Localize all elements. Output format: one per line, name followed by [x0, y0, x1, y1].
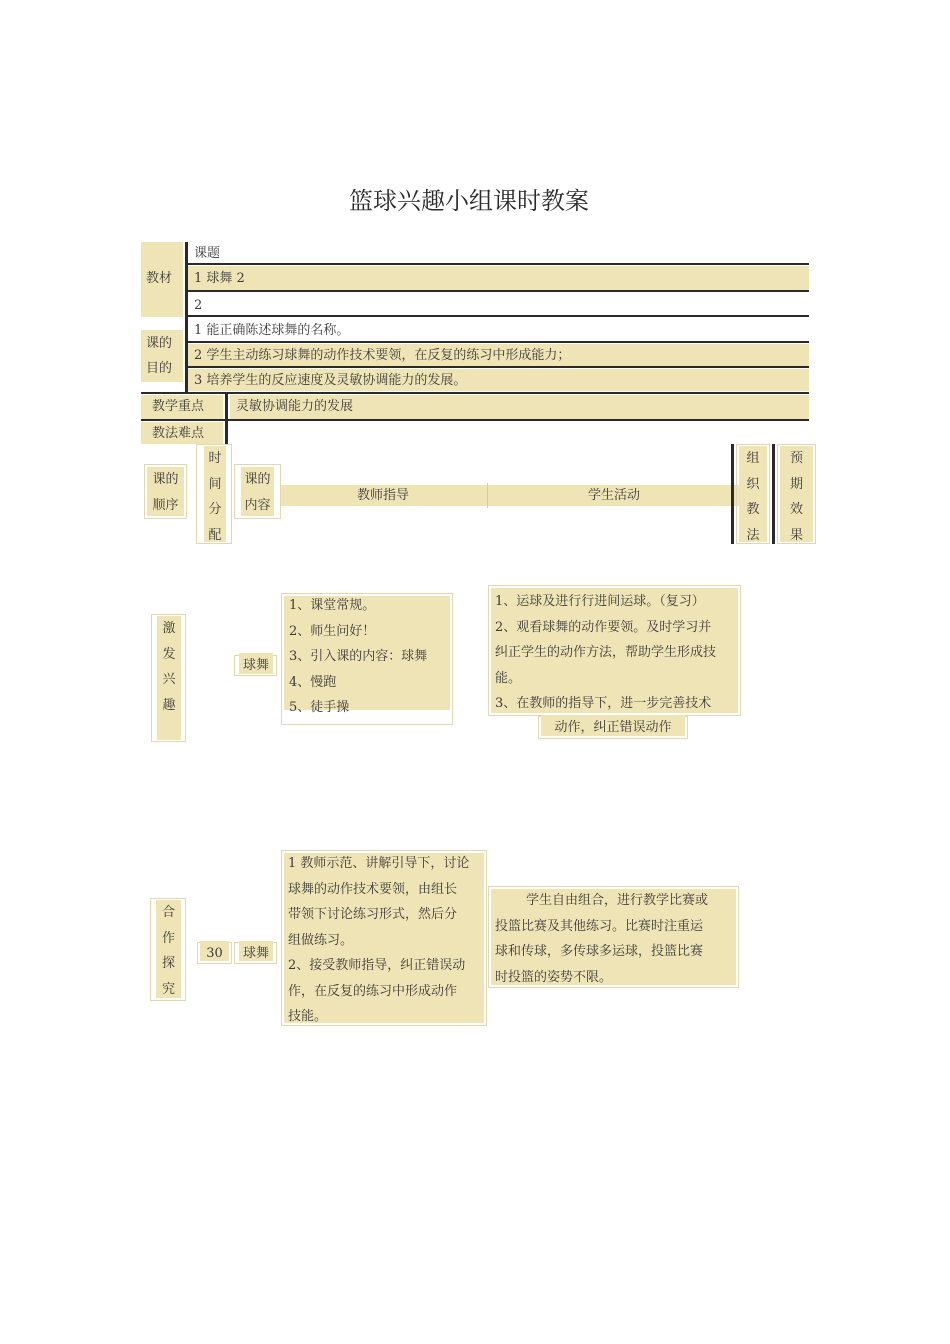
- purpose-item-2: 2 学生主动练习球舞的动作技术要领，在反复的练习中形成能力；: [194, 348, 571, 363]
- col-organize: 组 织 教 法: [736, 444, 770, 544]
- student-line: 能。: [495, 670, 522, 686]
- col-expected: 预 期 效 果: [777, 444, 816, 544]
- col-guide-band: [281, 485, 741, 506]
- page-title: 篮球兴趣小组课时教案: [349, 187, 589, 215]
- teacher-line: 带领下讨论练习形式，然后分: [288, 907, 458, 922]
- section1-content: 球舞: [234, 655, 277, 676]
- section2-content: 球舞: [234, 942, 277, 964]
- student-line: 纠正学生的动作方法，帮助学生形成技: [495, 645, 717, 660]
- col-student-activity: 学生活动: [588, 488, 641, 503]
- student-line: 1、运球及进行行进间运球。（复习）: [495, 594, 705, 609]
- purpose-item-3: 3 培养学生的反应速度及灵敏协调能力的发展。: [194, 373, 467, 388]
- section2-student-box: [488, 886, 739, 988]
- purpose-label-1: 课的: [146, 336, 173, 351]
- col-line: [772, 444, 775, 544]
- section2-time: 30: [197, 942, 232, 964]
- teaching-material-label: 教材: [146, 271, 173, 286]
- col-teacher-guide: 教师指导: [357, 488, 410, 503]
- student-line: 球和传球，多传球多运球，投篮比赛: [495, 944, 704, 959]
- key-point-label: 教学重点: [152, 399, 205, 414]
- row-line: [188, 263, 809, 265]
- teacher-line: 技能。: [288, 1009, 328, 1024]
- key-point-value: 灵敏协调能力的发展: [236, 399, 354, 414]
- student-line: 学生自由组合，进行教学比赛或: [526, 893, 709, 908]
- section2-teacher-box: [281, 850, 487, 1026]
- row-line: [188, 290, 809, 292]
- student-line: 3、在教师的指导下，进一步完善技术: [495, 696, 712, 711]
- teacher-line: 球舞的动作技术要领，由组长: [288, 881, 458, 897]
- header-row-number: 2: [194, 298, 203, 313]
- purpose-item-1: 1 能正确陈述球舞的名称。: [194, 323, 350, 338]
- section1-stage: 激 发 兴 趣: [151, 614, 186, 742]
- row-line: [141, 419, 809, 421]
- student-line: 2、观看球舞的动作要领。及时学习并: [495, 619, 712, 635]
- teacher-line: 2、接受教师指导，纠正错误动: [288, 958, 466, 973]
- teacher-item: 4、慢跑: [289, 674, 337, 690]
- header-row-topic: 课题: [194, 246, 221, 261]
- teacher-item: 1、课堂常规。: [289, 598, 376, 613]
- section1-student-last: 动作，纠正错误动作: [538, 716, 688, 739]
- student-line: 投篮比赛及其他练习。比赛时注重运: [495, 918, 704, 934]
- teacher-line: 作，在反复的练习中形成动作: [288, 983, 458, 999]
- section1-teacher-box: [281, 593, 453, 725]
- difficulty-label: 教法难点: [152, 426, 205, 441]
- col-content: 课的 内容: [234, 464, 281, 519]
- teacher-line: 1 教师示范、讲解引导下，讨论: [288, 856, 470, 871]
- section1-student-box: [488, 585, 741, 716]
- student-line: 时投篮的姿势不限。: [495, 969, 613, 985]
- col-order: 课的 顺序: [144, 464, 187, 519]
- col-line: [731, 444, 734, 544]
- teacher-item: 2、师生问好！: [289, 623, 376, 639]
- header-row-material: 1 球舞 2: [194, 271, 245, 286]
- col-guide-divider: [487, 483, 488, 508]
- teacher-item: 3、引入课的内容：球舞: [289, 649, 428, 664]
- row-bg: [188, 266, 809, 290]
- purpose-label-2: 目的: [146, 361, 173, 376]
- row-line: [188, 315, 809, 317]
- teacher-line: 组做练习。: [288, 932, 354, 948]
- col-time: 时 间 分 配: [196, 444, 232, 544]
- section2-stage: 合 作 探 究: [150, 898, 186, 1001]
- teacher-item: 5、徒手操: [289, 700, 350, 715]
